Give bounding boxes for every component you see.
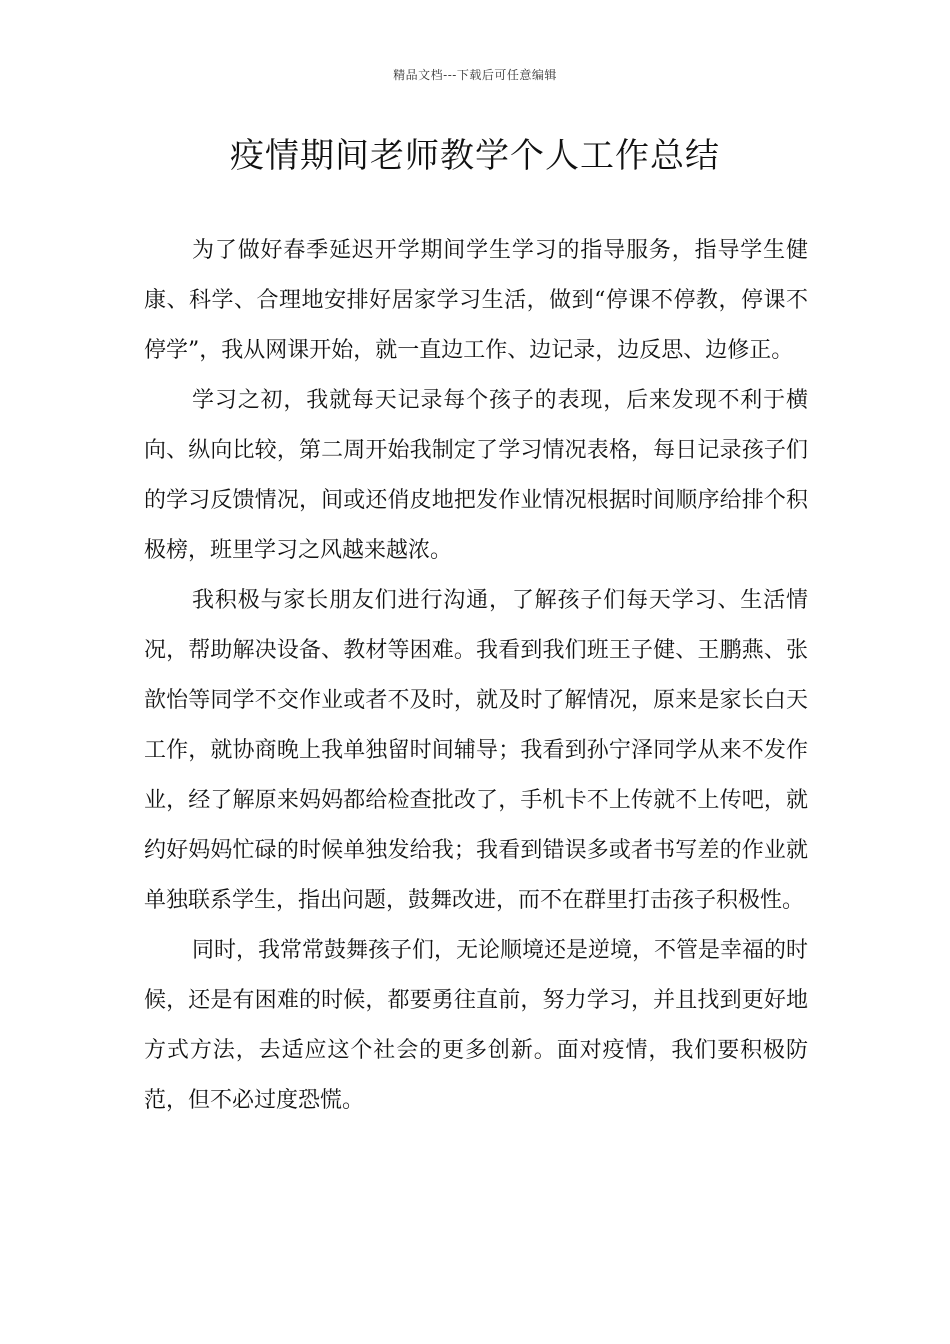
paragraph-2: 学习之初，我就每天记录每个孩子的表现，后来发现不利于横向、纵向比较，第二周开始我制定了学习情况表格，每日记录孩子们的学习反馈情况，间或还俏皮地把发作业情况根据时间顺序给排个积极榜，班里学习之风越来越浓。 (144, 388, 808, 563)
paragraph-1: 为了做好春季延迟开学期间学生学习的指导服务，指导学生健康、科学、合理地安排好居家学习生活，做到“停课不停教，停课不停学”，我从网课开始，就一直边工作、边记录，边反思、边修正。 (144, 238, 808, 363)
document-title: 疫情期间老师教学个人工作总结 (230, 136, 720, 176)
document-body (144, 226, 808, 1126)
paragraph-3: 我积极与家长朋友们进行沟通，了解孩子们每天学习、生活情况，帮助解决设备、教材等困难。我看到我们班王子健、王鹏燕、张歆怡等同学不交作业或者不及时，就及时了解情况，原来是家长白天工作，就协商晚上我单独留时间辅导；我看到孙宁泽同学从来不发作业，经了解原来妈妈都给检查批改了，手机卡不上传就不上传吧，就约好妈妈忙碌的时候单独发给我；我看到错误多或者书写差的作业就单独联系学生，指出问题，鼓舞改进，而不在群里打击孩子积极性。 (144, 588, 808, 913)
paragraph-4: 同时，我常常鼓舞孩子们，无论顺境还是逆境，不管是幸福的时候，还是有困难的时候，都要勇往直前，努力学习，并且找到更好地方式方法，去适应这个社会的更多创新。面对疫情，我们要积极防范，但不必过度恐慌。 (144, 938, 809, 1113)
header-note: 精品文档---下载后可任意编辑 (393, 68, 557, 82)
